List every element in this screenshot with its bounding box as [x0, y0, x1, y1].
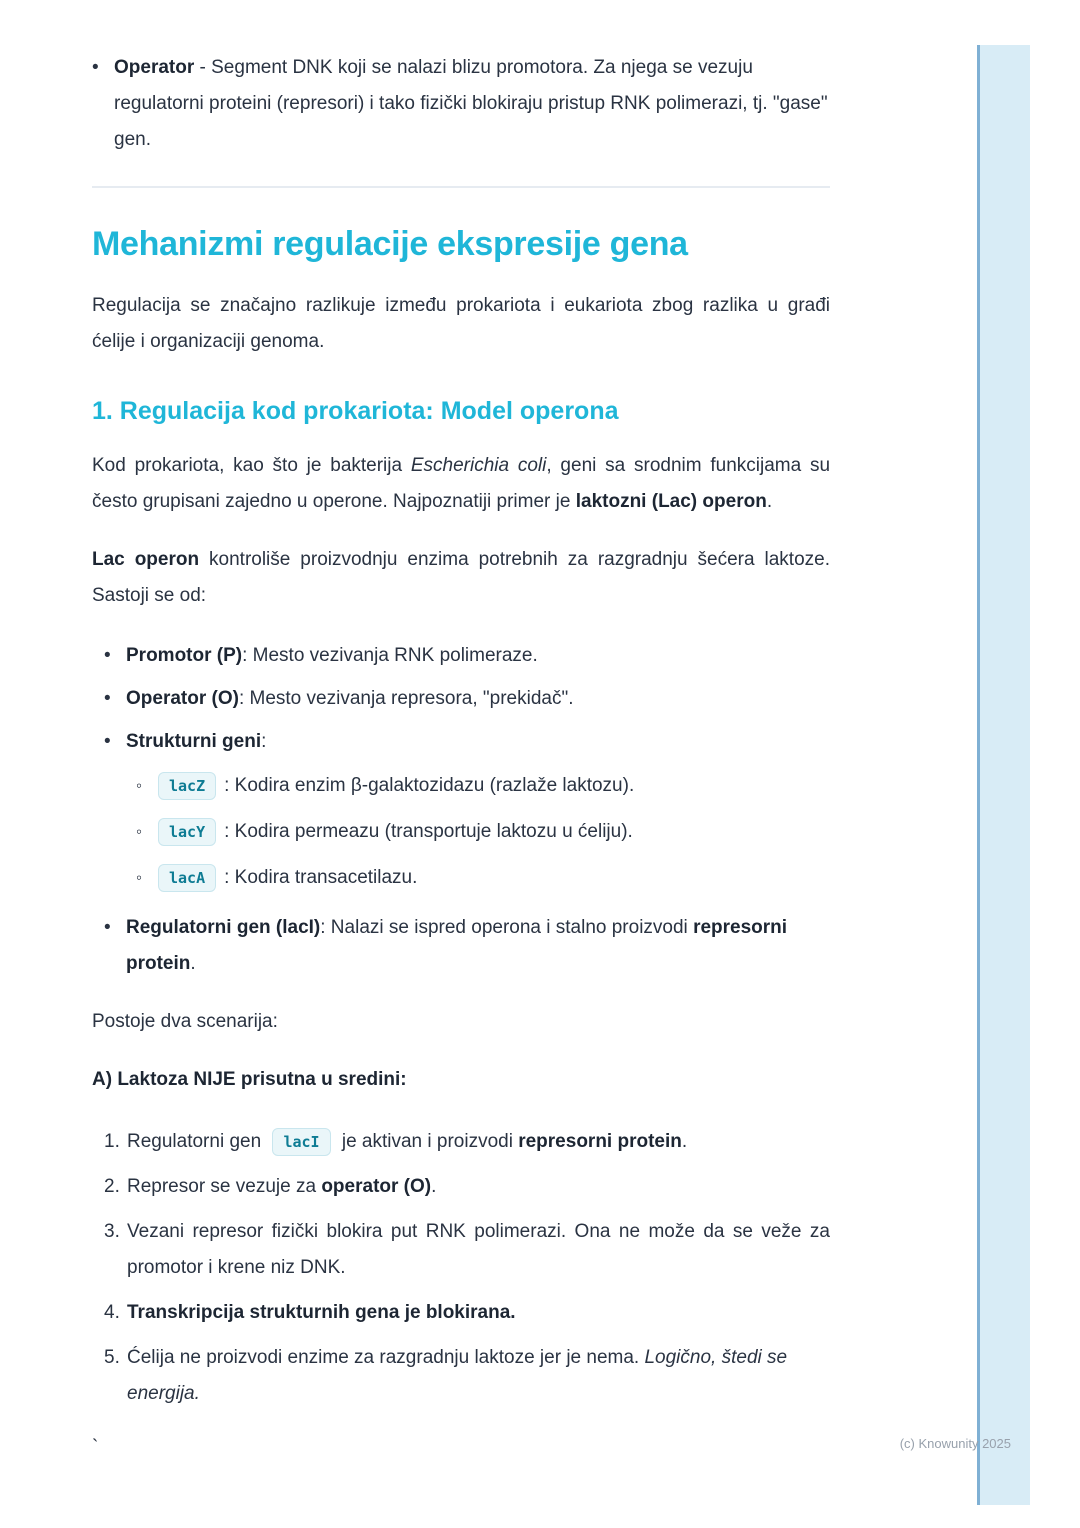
step-text [127, 1124, 830, 1160]
paragraph-prokarioti [92, 448, 830, 520]
bullet-text [126, 910, 830, 982]
list-item [104, 681, 830, 717]
body-text: Represor se vezuje za [127, 1176, 322, 1197]
body-text: : Kodira transacetilazu. [224, 867, 418, 888]
step-text [127, 1295, 830, 1331]
bullet-icon: • [104, 731, 111, 752]
list-number: 2. [104, 1176, 120, 1197]
body-text: - Segment DNK koji se nalazi blizu promotora. Za njega se vezuju regulatorni proteini (represori) i tako fizički blokiraju pristup RNK polimerazi, tj. "gase" gen. [114, 57, 828, 150]
intro-paragraph: Regulacija se značajno razlikuje između prokariota i eukariota zbog razlika u građi ćelije i organizaciji genoma. [92, 295, 830, 352]
bullet-text [158, 860, 830, 896]
body-text: . [431, 1176, 437, 1197]
code-chip-lacY: lacY [158, 818, 216, 846]
body-text: , geni sa srodnim funkcijama su često grupisani zajedno u operone. Najpoznatiji primer je [92, 455, 831, 512]
body-text: Ćelija ne proizvodi enzime za razgradnju laktoze jer je nema. [127, 1347, 645, 1368]
list-item [104, 1295, 830, 1331]
term-represorni-protein: represorni protein [126, 917, 788, 974]
step-text [127, 1214, 830, 1286]
page-title: Mehanizmi regulacije ekspresije gena [92, 225, 688, 263]
list-number: 4. [104, 1302, 120, 1323]
component-list [92, 638, 830, 982]
italic-note: Logično, štedi se energija. [127, 1347, 788, 1404]
term-lac-operon: laktozni (Lac) operon [575, 491, 767, 512]
bullet-text [126, 638, 830, 674]
step-text [127, 1169, 830, 1205]
list-number: 3. [104, 1221, 120, 1242]
bullet-text [126, 724, 830, 760]
term-represorni-protein: represorni protein [518, 1131, 682, 1152]
list-item [104, 1169, 830, 1205]
body-text: . [190, 953, 196, 974]
list-item [136, 768, 830, 804]
list-number: 5. [104, 1347, 120, 1368]
scenarios-intro: Postoje dva scenarija: [92, 1011, 278, 1032]
term-operator-o: operator (O) [321, 1176, 432, 1197]
step-text [127, 1340, 830, 1412]
divider [92, 186, 830, 188]
circle-bullet-icon: ◦ [136, 822, 143, 841]
body-text: kontroliše proizvodnju enzima potrebnih za razgradnju šećera laktoze. Sastoji se od: [92, 549, 830, 606]
term-lac-operon: Lac operon [92, 549, 200, 570]
list-item [136, 860, 830, 896]
section-heading: 1. Regulacija kod prokariota: Model operona [92, 397, 619, 425]
list-item [104, 1124, 830, 1160]
list-item [104, 1214, 830, 1286]
list-item [104, 638, 830, 674]
body-text: . [681, 1131, 688, 1152]
term-operator: Operator (O) [126, 688, 239, 709]
list-item [104, 1340, 830, 1412]
term-strukturni-geni: Strukturni geni [126, 731, 262, 752]
circle-bullet-icon: ◦ [136, 776, 143, 795]
bullet-icon: • [104, 645, 111, 666]
body-text: : [261, 731, 267, 752]
body-text: . [766, 491, 773, 512]
stray-character: ` [92, 1437, 99, 1458]
bullet-text [158, 768, 830, 804]
bullet-icon: • [104, 688, 111, 709]
body-text: Regulatorni gen [127, 1131, 267, 1152]
term-operator: Operator [114, 57, 195, 78]
list-number: 1. [104, 1131, 120, 1152]
code-chip-lacZ: lacZ [158, 772, 216, 800]
document-content [92, 50, 830, 1466]
body-text: Kod prokariota, kao što je bakterija [92, 455, 411, 476]
body-text: : Nalazi se ispred operona i stalno proizvodi [320, 917, 694, 938]
list-item [104, 724, 830, 760]
circle-bullet-icon: ◦ [136, 868, 143, 887]
body-text: : Kodira permeazu (transportuje laktozu u ćeliju). [224, 821, 633, 842]
body-text: Vezani represor fizički blokira put RNK polimerazi. Ona ne može da se veže za promotor i krene niz DNK. [127, 1221, 830, 1278]
body-text: : Kodira enzim β-galaktozidazu (razlaže laktozu). [224, 775, 635, 796]
page-side-strip[interactable] [977, 45, 1030, 1505]
scenario-a-heading: A) Laktoza NIJE prisutna u sredini: [92, 1069, 407, 1090]
bullet-text [158, 814, 830, 850]
bullet-icon: • [92, 57, 99, 78]
code-chip-lacI: lacI [272, 1128, 330, 1156]
bullet-icon: • [104, 917, 111, 938]
term-promotor: Promotor (P) [126, 645, 243, 666]
body-text: je aktivan i proizvodi [336, 1131, 519, 1152]
body-text: : Mesto vezivanja represora, "prekidač". [238, 688, 574, 709]
code-chip-lacA: lacA [158, 864, 216, 892]
term-transkripcija-blokirana: Transkripcija strukturnih gena je blokirana. [127, 1302, 516, 1323]
bullet-text [126, 681, 830, 717]
body-text: : Mesto vezivanja RNK polimeraze. [242, 645, 538, 666]
steps-list [92, 1124, 830, 1412]
bullet-text [114, 50, 830, 158]
copyright-footer: (c) Knowunity 2025 [899, 1436, 1011, 1451]
list-item [104, 910, 830, 982]
gene-list [136, 768, 830, 896]
species-name: Escherichia coli [410, 455, 547, 476]
term-regulatorni-gen: Regulatorni gen (lacI) [126, 917, 321, 938]
list-item [136, 814, 830, 850]
paragraph-lac [92, 542, 830, 614]
list-item [92, 50, 830, 158]
